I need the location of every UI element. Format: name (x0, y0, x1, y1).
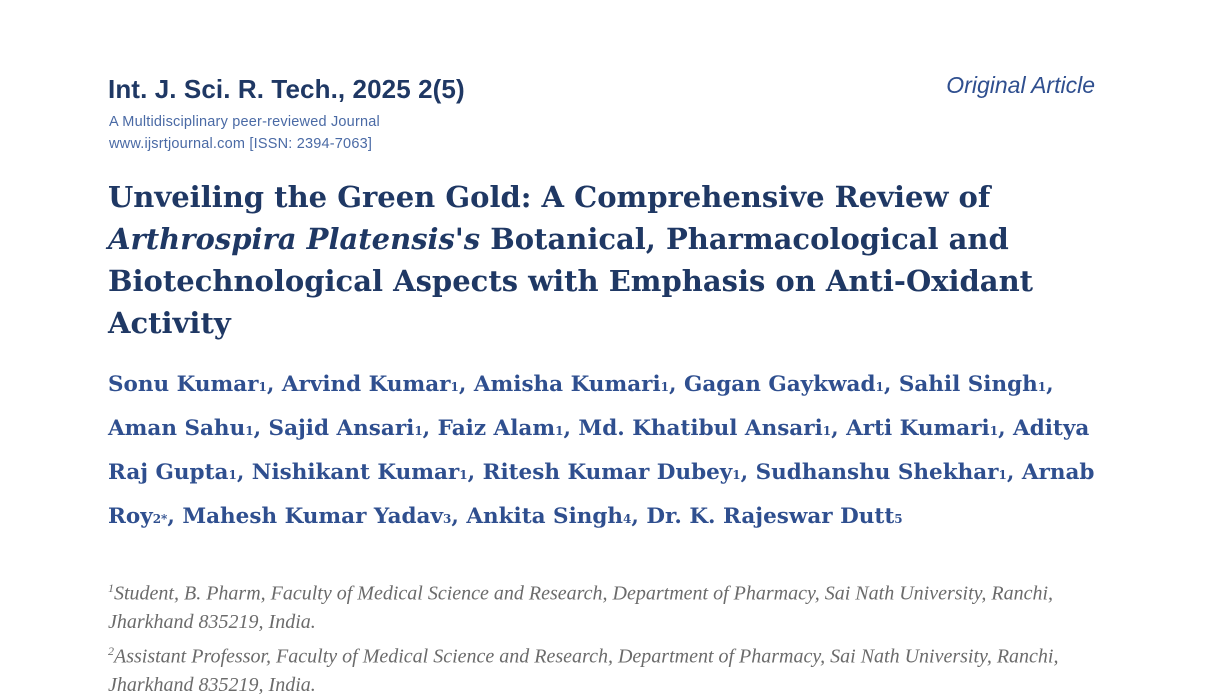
author-affiliation-marker: 1 (998, 468, 1007, 482)
author-affiliation-marker: 1 (245, 424, 254, 438)
author-affiliation-marker: 3 (442, 512, 452, 526)
author-entry (899, 372, 1046, 397)
author-affiliation-marker: 4 (623, 512, 632, 526)
author-entry (438, 416, 564, 441)
author-name: Arti Kumari (846, 416, 990, 441)
article-title (108, 176, 1098, 344)
affiliations-list (108, 574, 1108, 699)
author-entry (684, 372, 884, 397)
author-affiliation-marker: 1 (258, 380, 267, 394)
author-affiliation-marker: 1 (660, 380, 669, 394)
author-name: Sonu Kumar (108, 372, 259, 397)
author-affiliation-marker: 1 (414, 424, 423, 438)
affiliation-marker: 2 (108, 643, 114, 658)
author-name: Gagan Gaykwad (683, 372, 876, 397)
author-affiliation-marker: 1 (459, 468, 468, 482)
author-affiliation-marker: 1 (822, 424, 832, 438)
author-list: Sonu Kumar1, Arvind Kumar1, Amisha Kumari1, Gagan Gaykwad1, Sahil Singh1, Aman Sahu1, Sajid Ansari1, Faiz Alam1, Md. Khatibul Ansari1, Arti Kumari1, Aditya Raj Gupta1, Nishikant Kumar1, Ritesh Kumar Dubey1, Sudhanshu Shekhar1, Arnab Roy2*, Mahesh Kumar Yadav3, Ankita Singh4, Dr. K. Rajeswar Dutt5 (108, 372, 1095, 529)
author-affiliation-marker: 2* (152, 512, 168, 526)
affiliation-text: Assistant Professor, Faculty of Medical Science and Research, Department of Pharmacy, Sai Nath University, Ranchi, Jharkhand 835219, India. (108, 645, 1059, 696)
author-affiliation-marker: 1 (875, 380, 884, 394)
author-name: Aditya Raj Gupta (108, 416, 1090, 485)
affiliation-text: Student, B. Pharm, Faculty of Medical Science and Research, Department of Pharmacy, Sai Nath University, Ranchi, Jharkhand 835219, India. (108, 582, 1054, 634)
author-entry (252, 460, 468, 485)
journal-citation: Int. J. Sci. R. Tech., 2025 2(5) (108, 74, 465, 104)
author-entry (108, 416, 254, 441)
affiliation-marker: 1 (108, 581, 114, 595)
author-name: Aman Sahu (108, 416, 246, 441)
journal-website-link[interactable]: www.ijsrtjournal.com [ISSN: 2394-7063] (109, 136, 373, 152)
author-entry (466, 504, 631, 529)
journal-tagline: A Multidisciplinary peer-reviewed Journal (109, 114, 380, 130)
author-entry (282, 372, 459, 397)
author-name: Arnab Roy (108, 460, 1095, 529)
author-name: Nishikant Kumar (251, 460, 460, 485)
author-entry (108, 372, 267, 397)
author-name: Dr. K. Rajeswar Dutt (646, 504, 895, 529)
author-affiliation-marker: 1 (450, 380, 459, 394)
author-name: Ritesh Kumar Dubey (482, 460, 733, 485)
author-entry (483, 460, 741, 485)
author-affiliation-marker: 1 (989, 424, 999, 438)
author-name: Sahil Singh (898, 372, 1038, 397)
author-name: Arvind Kumar (281, 372, 451, 397)
title-italic-species: Arthrospira Platensis's (108, 222, 481, 256)
affiliation-entry (108, 574, 1108, 637)
author-entry (756, 460, 1007, 485)
author-affiliation-marker: 1 (732, 468, 741, 482)
author-affiliation-marker: 1 (228, 468, 237, 482)
author-affiliation-marker: 1 (1037, 380, 1047, 394)
author-entry (182, 504, 451, 529)
author-name: Mahesh Kumar Yadav (182, 504, 443, 529)
author-name: Faiz Alam (437, 416, 556, 441)
article-type-label: Original Article (946, 72, 1095, 98)
author-name: Ankita Singh (466, 504, 624, 529)
author-entry (474, 372, 669, 397)
author-affiliation-marker: 1 (555, 424, 564, 438)
author-entry (846, 416, 998, 441)
title-part-2: Botanical, Pharmacological and Biotechnological Aspects with Emphasis on Anti-Oxidant Activity (108, 222, 1034, 340)
affiliation-entry (108, 637, 1108, 699)
title-part-1: Unveiling the Green Gold: A Comprehensive Review of (108, 180, 991, 214)
author-name: Amisha Kumari (473, 372, 661, 397)
author-entry (646, 504, 902, 529)
author-affiliation-marker: 5 (894, 512, 903, 526)
author-entry (578, 416, 831, 441)
author-entry (269, 416, 423, 441)
author-name: Md. Khatibul Ansari (578, 416, 823, 441)
author-name: Sajid Ansari (268, 416, 415, 441)
author-name: Sudhanshu Shekhar (755, 460, 999, 485)
